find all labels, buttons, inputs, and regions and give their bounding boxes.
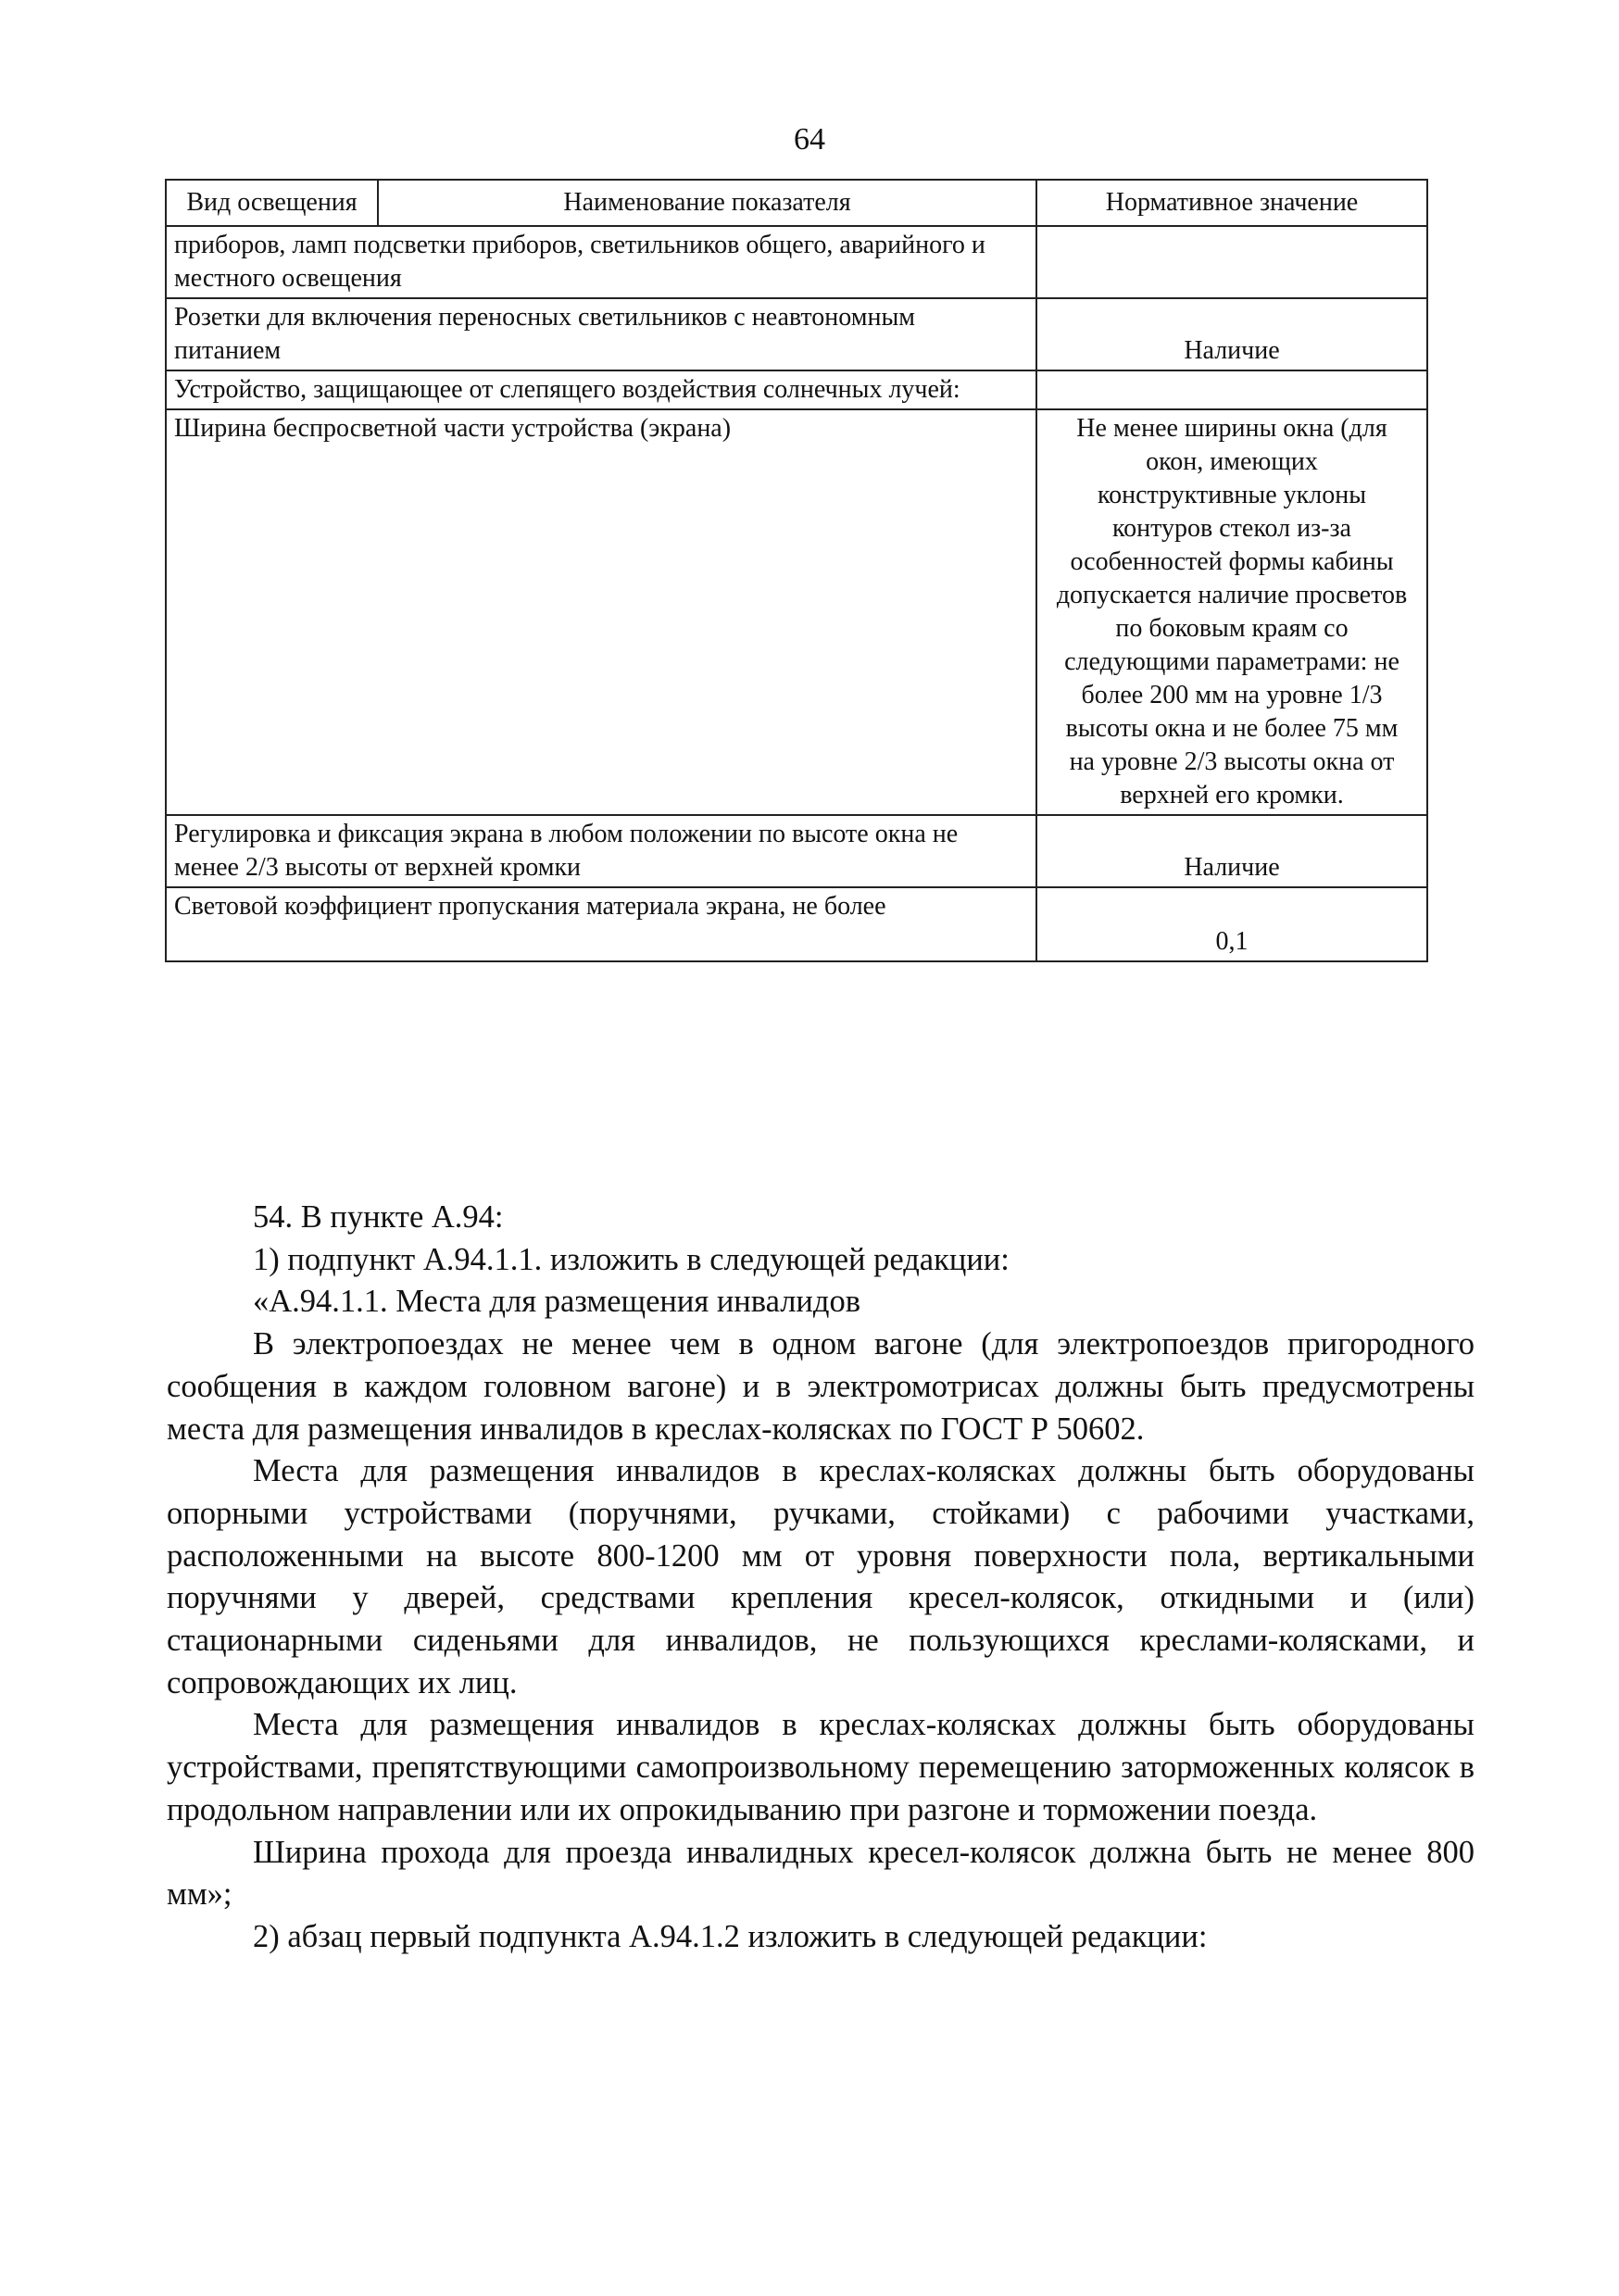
table-row [166, 409, 1427, 815]
page-number: 64 [794, 122, 825, 157]
row-name: Ширина беспросветной части устройства (экрана) [166, 409, 1036, 815]
paragraph: Места для размещения инвалидов в креслах-колясках должны быть оборудованы опорными устройствами (поручнями, ручками, стойками) с рабочими участками, расположенными на высоте 800-1200 мм от уровня поверхности пола, вертикальными поручнями у дверей, средствами крепления кресел-колясок, откидными и (или) стационарными сиденьями для инвалидов, не пользующихся креслами-колясками, и сопровождающих их лиц. [167, 1453, 1475, 1700]
header-indicator-name: Наименование показателя [378, 180, 1036, 226]
paragraph: 2) абзац первый подпункта А.94.1.2 изложить в следующей редакции: [253, 1918, 1208, 1954]
row-value: Наличие [1036, 815, 1427, 887]
row-name: Световой коэффициент пропускания материала экрана, не более [166, 887, 1036, 961]
row-name: Розетки для включения переносных светильников с неавтономным питанием [166, 298, 1036, 370]
paragraph: «А.94.1.1. Места для размещения инвалидов [253, 1284, 860, 1320]
paragraph: Места для размещения инвалидов в креслах-колясках должны быть оборудованы устройствами, препятствующими самопроизвольному перемещению заторможенных колясок в продольном направлении или их опрокидыванию при разгоне и торможении поезда. [167, 1707, 1475, 1827]
table-row [166, 815, 1427, 887]
row-value: 0,1 [1036, 887, 1427, 961]
table-row [166, 298, 1427, 370]
paragraph: В электропоездах не менее чем в одном вагоне (для электропоездов пригородного сообщения в каждом головном вагоне) и в электромотрисах должны быть предусмотрены места для размещения инвалидов в креслах-колясках по ГОСТ Р 50602. [167, 1326, 1475, 1447]
row-value: Наличие [1036, 298, 1427, 370]
row-value [1036, 370, 1427, 409]
row-value [1036, 226, 1427, 298]
paragraph: Ширина прохода для проезда инвалидных кресел-колясок должна быть не менее 800 мм»; [167, 1834, 1475, 1913]
row-name: приборов, ламп подсветки приборов, светильников общего, аварийного и местного освещения [166, 226, 1036, 298]
table-row [166, 226, 1427, 298]
body-text [167, 1197, 1475, 1959]
table-header-row [166, 180, 1427, 226]
row-value: Не менее ширины окна (для окон, имеющих конструктивные уклоны контуров стекол из-за особенностей формы кабины допускается наличие просветов по боковым краям со следующими параметрами: не более 200 мм на уровне 1/3 высоты окна и не более 75 мм на уровне 2/3 высоты окна от верхней его кромки. [1036, 409, 1427, 815]
header-lighting-type: Вид освещения [166, 180, 378, 226]
paragraph: 1) подпункт А.94.1.1. изложить в следующей редакции: [253, 1241, 1010, 1277]
row-name: Устройство, защищающее от слепящего воздействия солнечных лучей: [166, 370, 1036, 409]
paragraph: 54. В пункте А.94: [253, 1199, 504, 1235]
table-row [166, 370, 1427, 409]
spec-table [165, 179, 1428, 962]
table-row [166, 887, 1427, 961]
row-name: Регулировка и фиксация экрана в любом положении по высоте окна не менее 2/3 высоты от верхней кромки [166, 815, 1036, 887]
header-normative-value: Нормативное значение [1036, 180, 1427, 226]
